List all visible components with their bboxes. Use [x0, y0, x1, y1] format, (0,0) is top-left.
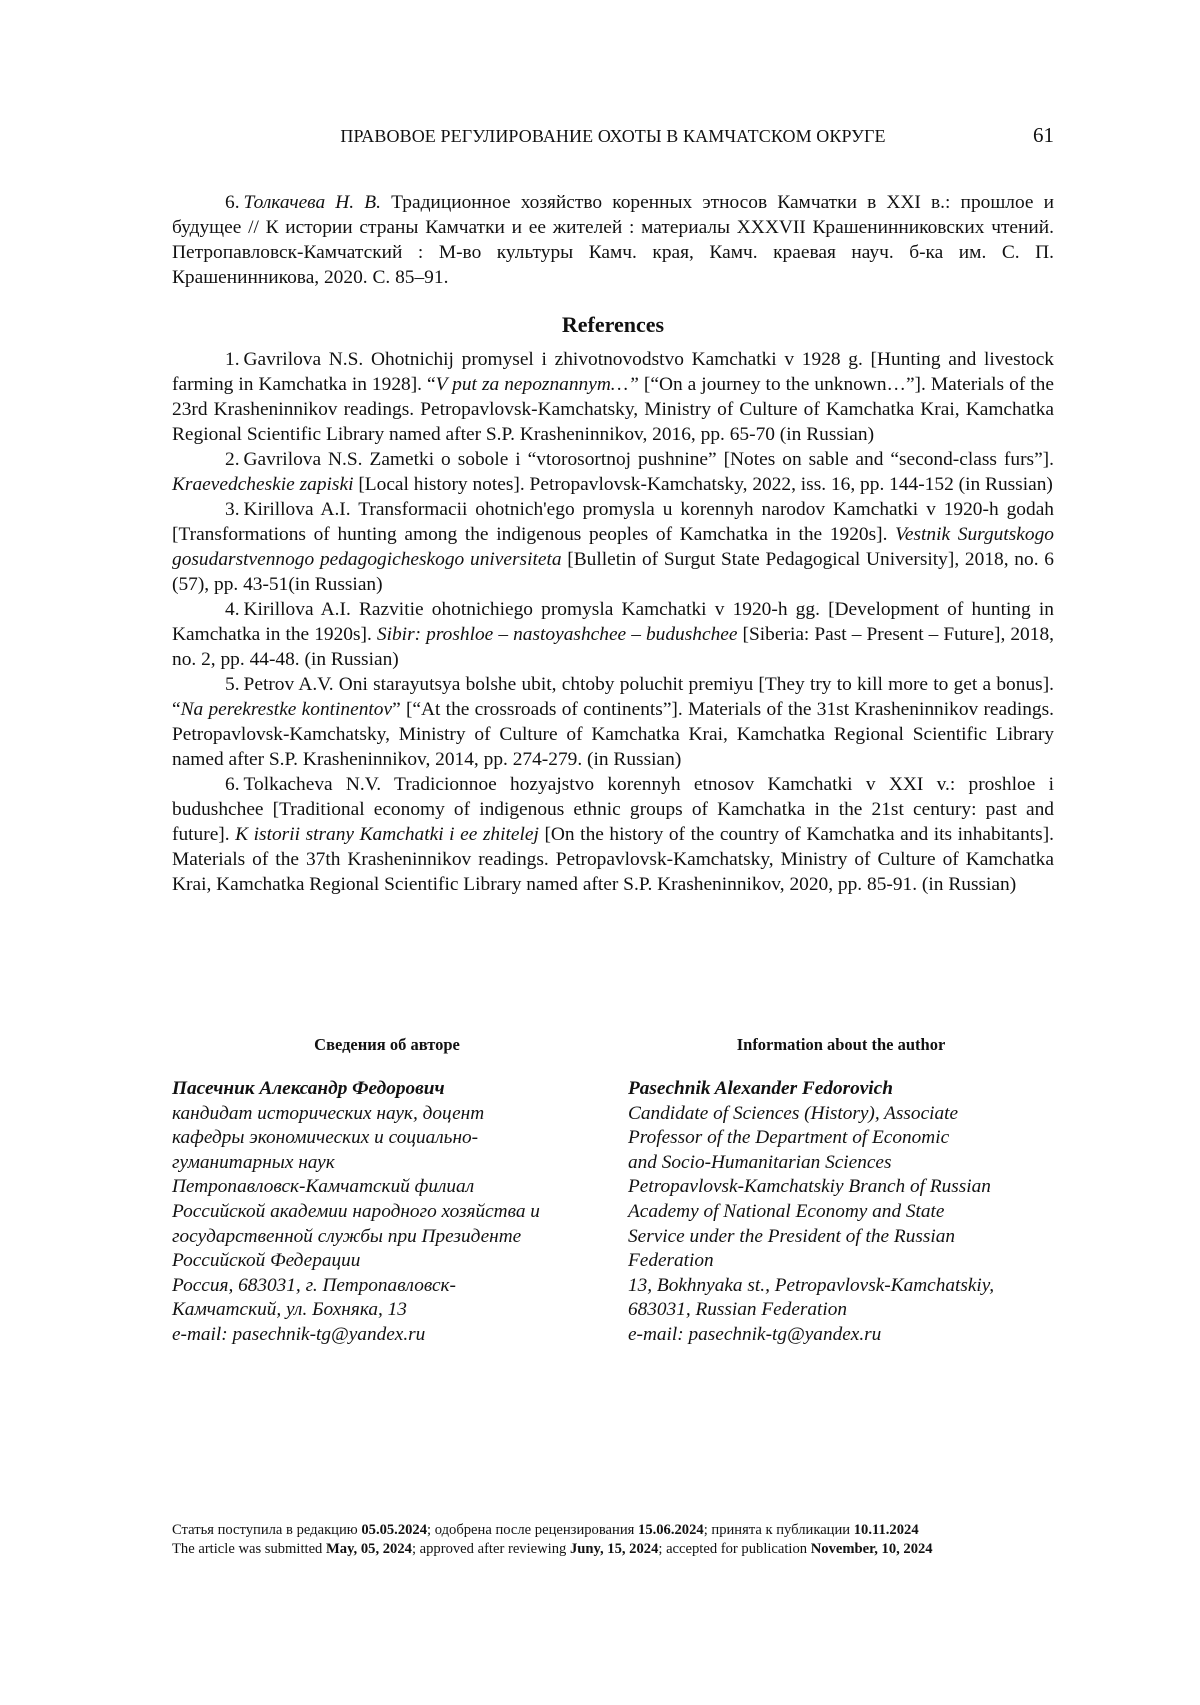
date-submitted: 05.05.2024: [361, 1522, 427, 1538]
author-line: Россия, 683031, г. Петропавловск-: [172, 1274, 602, 1299]
ref-number: 5.: [225, 674, 240, 695]
author-line: Российской академии народного хозяйства и: [172, 1200, 602, 1225]
author-info: [172, 1035, 1054, 1355]
ref-number: 6.: [225, 192, 240, 213]
running-head: [172, 122, 1054, 152]
author-heading-en: Information about the author: [628, 1035, 1054, 1063]
author-details-en: [628, 1077, 1054, 1348]
page-number: 61: [1033, 123, 1054, 148]
date-approved: Juny, 15, 2024: [570, 1541, 658, 1557]
author-line: Российской Федерации: [172, 1249, 602, 1274]
running-head-title: ПРАВОВОЕ РЕГУЛИРОВАНИЕ ОХОТЫ В КАМЧАТСКОМ ОКРУГЕ: [172, 126, 1054, 147]
ref-text: Gavrilova N.S. Ohotnichij promysel i zhivotnovodstvo Kamchatki v 1928 g. [Hunting and livestock farming in Kamchatka in 1928]. “: [172, 349, 1054, 395]
dates-label: ; принята к публикации: [704, 1522, 854, 1538]
reference-item-2: [172, 447, 1054, 497]
ref-italic-title: V put za nepoznannym…”: [436, 374, 639, 395]
author-line: Federation: [628, 1249, 1054, 1274]
author-line: государственной службы при Президенте: [172, 1225, 602, 1250]
author-line: 13, Bokhnyaka st., Petropavlovsk-Kamchatskiy,: [628, 1274, 1054, 1299]
ref-text-tail: [Bulletin of Surgut State Pedagogical University], 2018, no. 6 (57), pp. 43-51(in Russian): [172, 549, 1054, 595]
author-line: Professor of the Department of Economic: [628, 1126, 1054, 1151]
ref-text: Gavrilova N.S. Zametki o sobole i “vtorosortnoj pushnine” [Notes on sable and “second-class furs”].: [244, 449, 1054, 470]
ref-number: 1.: [225, 349, 240, 370]
date-submitted: May, 05, 2024: [326, 1541, 412, 1557]
author-heading-ru: Сведения об авторе: [172, 1035, 602, 1063]
author-line: Камчатский, ул. Бохняка, 13: [172, 1298, 602, 1323]
dates-label: ; одобрена после рецензирования: [427, 1522, 638, 1538]
ref-number: 3.: [225, 499, 240, 520]
author-line: Petropavlovsk-Kamchatskiy Branch of Russian: [628, 1175, 1054, 1200]
ref-italic-title: K istorii strany Kamchatki i ee zhitelej: [235, 824, 539, 845]
author-name-en: Pasechnik Alexander Fedorovich: [628, 1077, 1054, 1102]
author-line: Academy of National Economy and State: [628, 1200, 1054, 1225]
article-dates-en: [172, 1540, 1054, 1559]
document-page: [0, 0, 1200, 1705]
reference-item-5: [172, 672, 1054, 772]
ref-text: Tolkacheva N.V. Tradicionnoe hozyajstvo korennyh etnosov Kamchatki v XXI v.: proshloe i budushchee [Traditional economy of indigenous ethnic groups of Kamchatka in the 21st century: past and future].: [172, 774, 1054, 845]
dates-label: ; approved after reviewing: [412, 1541, 570, 1557]
date-accepted: November, 10, 2024: [811, 1541, 933, 1557]
ref-text: Petrov A.V. Oni starayutsya bolshe ubit, chtoby poluchit premiyu [They try to kill more to get a bonus]. “: [172, 674, 1054, 720]
dates-label: Статья поступила в редакцию: [172, 1522, 361, 1538]
ref-text-tail: [Siberia: Past – Present – Future], 2018, no. 2, pp. 44-48. (in Russian): [172, 624, 1054, 670]
author-line: кафедры экономических и социально-: [172, 1126, 602, 1151]
ref-author: Толкачева Н. В.: [244, 192, 381, 213]
author-line: Candidate of Sciences (History), Associate: [628, 1102, 1054, 1127]
ref-number: 4.: [225, 599, 240, 620]
ref-number: 2.: [225, 449, 240, 470]
author-line: гуманитарных наук: [172, 1151, 602, 1176]
reference-item-1: [172, 347, 1054, 447]
author-line: кандидат исторических наук, доцент: [172, 1102, 602, 1127]
ref-italic-title: Kraevedcheskie zapiski: [172, 474, 353, 495]
reference-item-3: [172, 497, 1054, 597]
author-line: and Socio-Humanitarian Sciences: [628, 1151, 1054, 1176]
ref-text-tail: [“On a journey to the unknown…”]. Materials of the 23rd Krasheninnikov readings. Petropavlovsk-Kamchatsky, Ministry of Culture of Kamchatka Krai, Kamchatka Regional Scientific Library named after S.P. Krasheninnikov, 2016, pp. 65-70 (in Russian): [172, 374, 1054, 445]
date-accepted: 10.11.2024: [854, 1522, 919, 1538]
dates-label: ; accepted for publication: [658, 1541, 810, 1557]
author-details-ru: [172, 1077, 602, 1348]
ref-text-tail: [On the history of the country of Kamchatka and its inhabitants]. Materials of the 37th Krasheninnikov readings. Petropavlovsk-Kamchatsky, Ministry of Culture of Kamchatka Krai, Kamchatka Regional Scientific Library named after S.P. Krasheninnikov, 2020, pp. 85-91. (in Russian): [172, 824, 1054, 895]
ref-number: 6.: [225, 774, 240, 795]
author-email-en: e-mail: pasechnik-tg@yandex.ru: [628, 1323, 1054, 1348]
author-line: Service under the President of the Russian: [628, 1225, 1054, 1250]
ref-text-tail: ” [“At the crossroads of continents”]. Materials of the 31st Krasheninnikov readings. Petropavlovsk-Kamchatsky, Ministry of Culture of Kamchatka Krai, Kamchatka Regional Scientific Library named after S.P. Krasheninnikov, 2014, pp. 274-279. (in Russian): [172, 699, 1054, 770]
references-list: [172, 347, 1054, 897]
author-info-en: [628, 1035, 1054, 1348]
dates-label: The article was submitted: [172, 1541, 326, 1557]
author-line: Петропавловск-Камчатский филиал: [172, 1175, 602, 1200]
ref-text: Kirillova A.I. Razvitie ohotnichiego promysla Kamchatki v 1920-h gg. [Development of hunting in Kamchatka in the 1920s].: [172, 599, 1054, 645]
ref-text: Традиционное хозяйство коренных этносов Камчатки в XXI в.: прошлое и будущее // К истории страны Камчатки и ее жителей : материалы XXXVII Крашенинниковских чтений. Петропавловск-Камчатский : М-во культуры Камч. края, Камч. краевая науч. б-ка им. С. П. Крашенинникова, 2020. С. 85–91.: [172, 192, 1054, 288]
article-dates: [172, 1521, 1054, 1559]
ref-italic-title: Na perekrestke kontinentov: [181, 699, 393, 720]
ref-italic-title: Sibir: proshloe – nastoyashchee – budushchee: [377, 624, 738, 645]
reference-item-6: [172, 772, 1054, 897]
ref-text-tail: [Local history notes]. Petropavlovsk-Kamchatsky, 2022, iss. 16, pp. 144-152 (in Russian): [353, 474, 1052, 495]
author-info-ru: [172, 1035, 602, 1348]
date-approved: 15.06.2024: [638, 1522, 704, 1538]
article-dates-ru: [172, 1521, 1054, 1540]
references-heading: References: [172, 312, 1054, 338]
reference-item-4: [172, 597, 1054, 672]
author-line: 683031, Russian Federation: [628, 1298, 1054, 1323]
ref-italic-title: Vestnik Surgutskogo gosudarstvennogo pedagogicheskogo universiteta: [172, 524, 1054, 570]
author-name-ru: Пасечник Александр Федорович: [172, 1077, 602, 1102]
ref-text: Kirillova A.I. Transformacii ohotnich'ego promysla u korennyh narodov Kamchatki v 1920-h godah [Transformations of hunting among the indigenous peoples of Kamchatka in the 1920s].: [172, 499, 1054, 545]
author-email-ru: e-mail: pasechnik-tg@yandex.ru: [172, 1323, 602, 1348]
russian-reference-6: [172, 190, 1054, 290]
